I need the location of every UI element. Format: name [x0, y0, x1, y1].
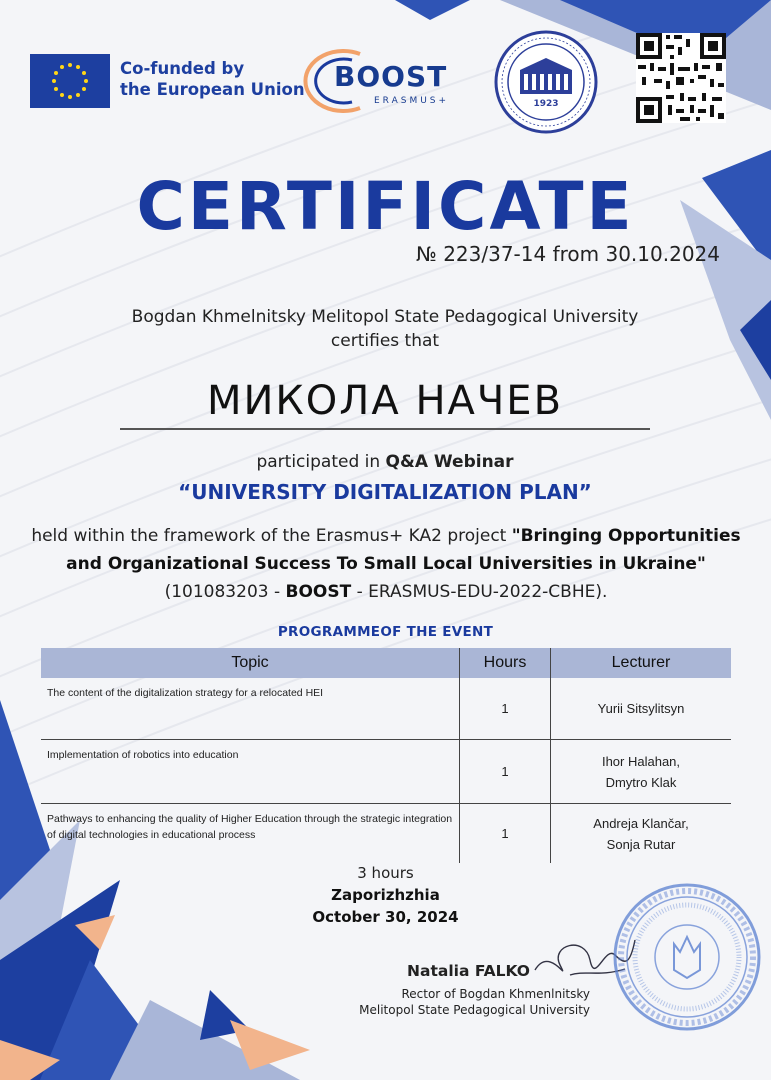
lecturer-cell	[551, 740, 732, 804]
participation-line	[60, 452, 710, 472]
participated-prefix: participated in	[256, 452, 381, 472]
certificate-title: CERTIFICATE	[136, 168, 635, 245]
lecturer-name: Sonja Rutar	[606, 836, 676, 852]
signer-name: Natalia FALKO	[407, 962, 530, 980]
project-acronym: BOOST	[285, 582, 352, 602]
framework-paragraph	[26, 522, 746, 606]
column-header-topic: Topic	[41, 648, 460, 678]
topic-cell: Pathways to enhancing the quality of Higher Education through the strategic integration of digital technologies in educational process	[41, 804, 460, 864]
lecturer-name: Ihor Halahan,	[601, 753, 681, 769]
university-seal-icon	[494, 30, 598, 134]
certificate-number: № 223/37-14 from 30.10.2024	[416, 242, 720, 266]
event-date: October 30, 2024	[312, 908, 459, 926]
lecturer-name: Andreja Klančar,	[593, 815, 689, 831]
signer-title-line-2: Melitopol State Pedagogical University	[359, 1003, 590, 1017]
project-code-pre: (101083203 -	[164, 582, 281, 602]
signer-title-line-1: Rector of Bogdan Khmenlnitsky	[401, 987, 590, 1001]
hours-cell: 1	[460, 740, 551, 804]
eu-flag-icon	[30, 54, 110, 108]
issuer-line-2: certifies that	[330, 331, 440, 351]
qr-code-icon	[636, 33, 726, 123]
city: Zaporizhzhia	[331, 886, 440, 904]
topic-cell: Implementation of robotics into education	[41, 740, 460, 804]
boost-erasmus-logo	[300, 46, 470, 116]
table-row	[41, 804, 731, 864]
boost-logo-word: BOOST	[334, 60, 448, 93]
table-row	[41, 740, 731, 804]
recipient-underline	[120, 428, 650, 430]
total-hours: 3 hours	[357, 864, 414, 882]
hours-cell: 1	[460, 804, 551, 864]
issuer-line-1: Bogdan Khmelnitsky Melitopol State Pedagogical University	[131, 307, 639, 327]
event-type: Q&A Webinar	[385, 452, 514, 472]
lecturer-cell	[551, 678, 732, 740]
hours-cell: 1	[460, 678, 551, 740]
lecturer-cell	[551, 804, 732, 864]
recipient-name: МИКОЛА НАЧЕВ	[206, 378, 564, 424]
framework-prefix: held within the framework of the Erasmus+ KA2 project	[31, 526, 507, 546]
table-row	[41, 678, 731, 740]
topic-cell: The content of the digitalization strategy for a relocated HEI	[41, 678, 460, 740]
event-title: “UNIVERSITY DIGITALIZATION PLAN”	[178, 480, 592, 504]
official-stamp-icon	[612, 882, 762, 1032]
column-header-lecturer: Lecturer	[551, 648, 732, 678]
column-header-hours: Hours	[460, 648, 551, 678]
lecturer-name: Dmytro Klak	[605, 774, 677, 790]
programme-heading: PROGRAMMEOF THE EVENT	[277, 624, 494, 640]
eu-funding-line-1: Co-funded by	[120, 59, 245, 78]
table-header-row	[41, 648, 731, 678]
lecturer-name: Yurii Sitsylitsyn	[597, 701, 685, 716]
programme-table	[41, 648, 731, 863]
eu-funding-text	[120, 58, 305, 100]
seal-year: 1923	[533, 99, 559, 109]
project-name: "Bringing Opportunities and Organizational Success To Small Local Universities in Ukraine"	[66, 526, 741, 574]
erasmus-logo-word: ERASMUS+	[374, 96, 450, 106]
eu-funding-line-2: the European Union	[120, 80, 305, 99]
project-code-post: - ERASMUS-EDU-2022-CBHE).	[356, 582, 608, 602]
